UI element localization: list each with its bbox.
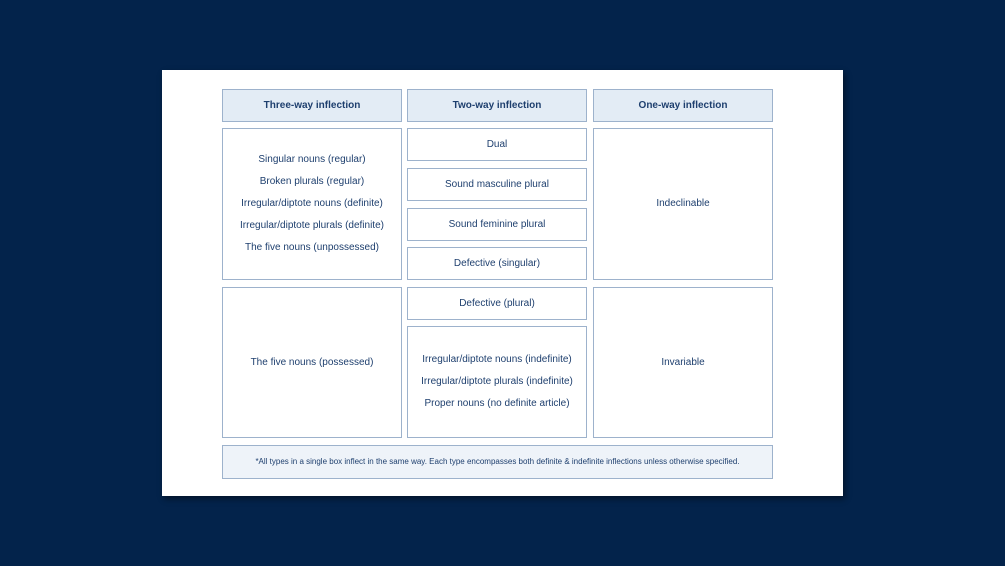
two-way-item: Irregular/diptote nouns (indefinite) xyxy=(422,354,572,365)
two-way-item: Dual xyxy=(486,138,508,150)
two-way-item: Defective (plural) xyxy=(459,297,535,309)
header-three-way xyxy=(222,89,402,122)
three-way-item: Irregular/diptote plurals (definite) xyxy=(240,220,384,231)
header-one-way-label: One-way inflection xyxy=(638,99,728,111)
two-way-sound-feminine-box xyxy=(407,208,587,241)
footnote-box xyxy=(222,445,773,479)
slide xyxy=(162,70,843,496)
two-way-defective-plural-box xyxy=(407,287,587,320)
one-way-top-box xyxy=(593,128,773,280)
one-way-bottom-box xyxy=(593,287,773,438)
header-two-way-label: Two-way inflection xyxy=(452,99,542,111)
header-three-way-label: Three-way inflection xyxy=(263,99,361,111)
two-way-item: Sound feminine plural xyxy=(448,218,546,230)
three-way-item: The five nouns (unpossessed) xyxy=(245,242,379,253)
header-one-way xyxy=(593,89,773,122)
header-two-way xyxy=(407,89,587,122)
two-way-item: Irregular/diptote plurals (indefinite) xyxy=(421,376,573,387)
footnote-text: *All types in a single box inflect in the same way. Each type encompasses both definite & indefinite inflections unless otherwise specified. xyxy=(255,457,740,466)
three-way-item: Singular nouns (regular) xyxy=(258,154,366,165)
two-way-item: Sound masculine plural xyxy=(445,178,549,190)
two-way-sound-masculine-box xyxy=(407,168,587,201)
two-way-item: Proper nouns (no definite article) xyxy=(424,398,570,409)
one-way-item: Invariable xyxy=(661,356,705,368)
two-way-dual-box xyxy=(407,128,587,161)
three-way-bottom-box xyxy=(222,287,402,438)
three-way-top-box xyxy=(222,128,402,280)
two-way-bottom-box xyxy=(407,326,587,438)
one-way-item: Indeclinable xyxy=(656,198,710,209)
three-way-item: Broken plurals (regular) xyxy=(259,176,365,187)
two-way-item: Defective (singular) xyxy=(453,257,541,269)
two-way-defective-singular-box xyxy=(407,247,587,280)
three-way-item: Irregular/diptote nouns (definite) xyxy=(241,198,383,209)
three-way-item: The five nouns (possessed) xyxy=(250,356,374,368)
